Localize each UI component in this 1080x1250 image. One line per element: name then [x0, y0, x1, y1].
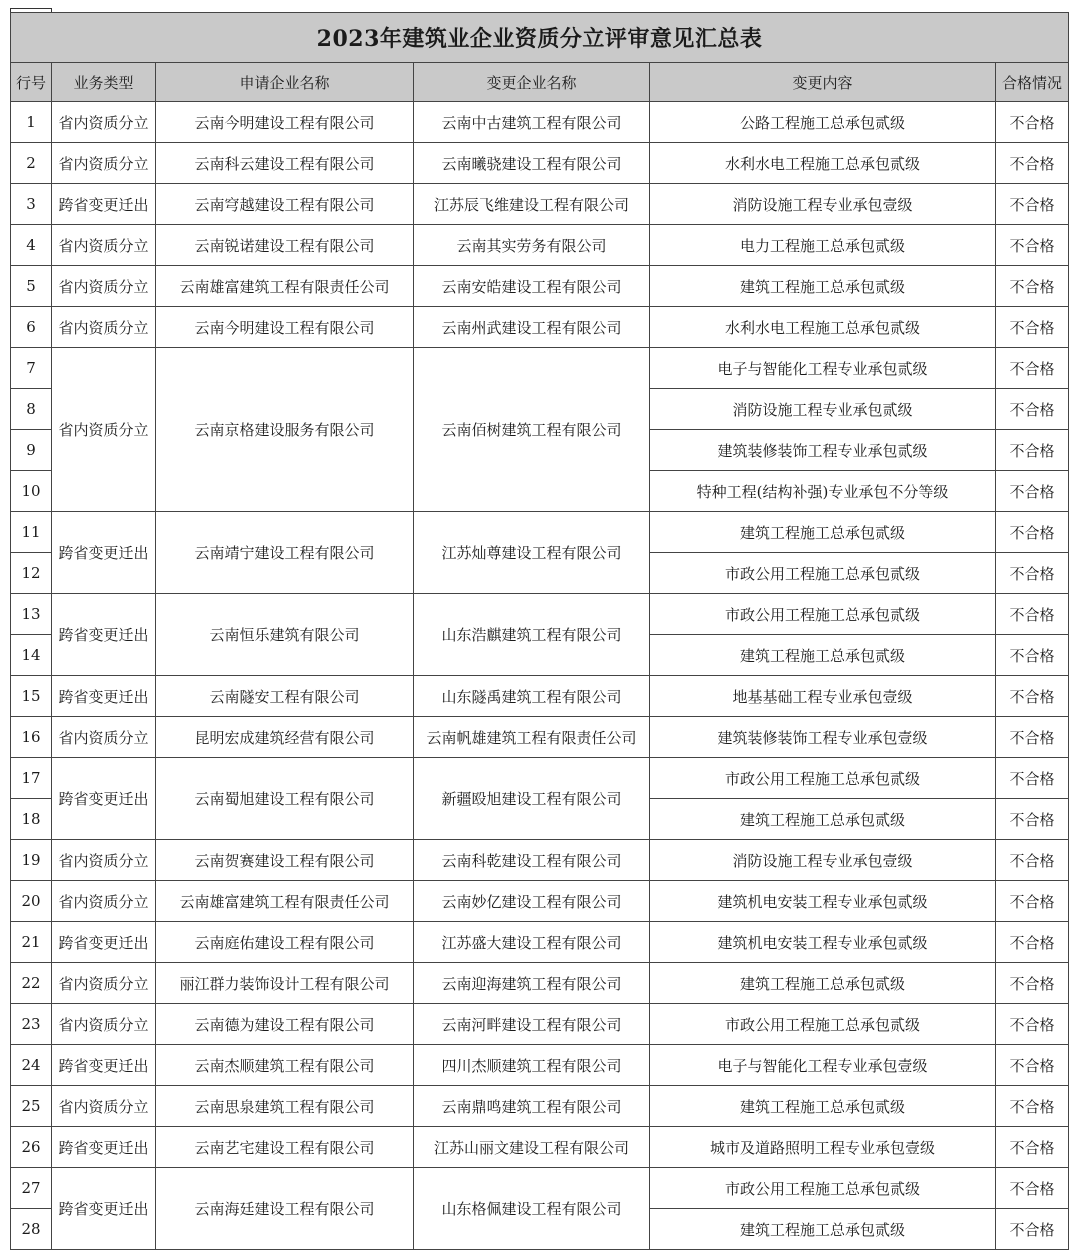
row-number-cell: 21: [11, 922, 52, 963]
row-number-cell: 9: [11, 430, 52, 471]
row-number-cell: 5: [11, 266, 52, 307]
summary-table: [10, 12, 1069, 1250]
new-company-name-cell: 山东浩麒建筑工程有限公司: [414, 594, 650, 676]
result-cell: 不合格: [996, 840, 1069, 881]
change-content-cell: 建筑装修装饰工程专业承包贰级: [650, 430, 996, 471]
business-type-cell: 省内资质分立: [52, 1004, 156, 1045]
change-content-cell: 特种工程(结构补强)专业承包不分等级: [650, 471, 996, 512]
business-type-cell: 省内资质分立: [52, 963, 156, 1004]
new-company-name-cell: 云南迎海建筑工程有限公司: [414, 963, 650, 1004]
result-cell: 不合格: [996, 594, 1069, 635]
row-number-cell: 10: [11, 471, 52, 512]
result-cell: 不合格: [996, 1004, 1069, 1045]
row-number-cell: 27: [11, 1168, 52, 1209]
row-number-cell: 23: [11, 1004, 52, 1045]
applicant-name-cell: 云南今明建设工程有限公司: [156, 102, 414, 143]
row-number-cell: 19: [11, 840, 52, 881]
row-number-cell: 14: [11, 635, 52, 676]
change-content-cell: 城市及道路照明工程专业承包壹级: [650, 1127, 996, 1168]
table-row: [11, 963, 1069, 1004]
table-row: [11, 184, 1069, 225]
header-result: 合格情况: [996, 63, 1069, 102]
applicant-name-cell: 丽江群力装饰设计工程有限公司: [156, 963, 414, 1004]
new-company-name-cell: 云南佰树建筑工程有限公司: [414, 348, 650, 512]
change-content-cell: 建筑机电安装工程专业承包贰级: [650, 881, 996, 922]
applicant-name-cell: 云南庭佑建设工程有限公司: [156, 922, 414, 963]
result-cell: 不合格: [996, 1127, 1069, 1168]
table-body: [11, 102, 1069, 1250]
table-row: [11, 758, 1069, 799]
change-content-cell: 建筑工程施工总承包贰级: [650, 1086, 996, 1127]
table-row: [11, 594, 1069, 635]
new-company-name-cell: 云南中古建筑工程有限公司: [414, 102, 650, 143]
row-number-cell: 4: [11, 225, 52, 266]
applicant-name-cell: 云南科云建设工程有限公司: [156, 143, 414, 184]
business-type-cell: 省内资质分立: [52, 1086, 156, 1127]
change-content-cell: 电力工程施工总承包贰级: [650, 225, 996, 266]
change-content-cell: 消防设施工程专业承包壹级: [650, 840, 996, 881]
table-row: [11, 717, 1069, 758]
change-content-cell: 市政公用工程施工总承包贰级: [650, 553, 996, 594]
business-type-cell: 省内资质分立: [52, 307, 156, 348]
new-company-name-cell: 云南科乾建设工程有限公司: [414, 840, 650, 881]
row-number-cell: 24: [11, 1045, 52, 1086]
result-cell: 不合格: [996, 1168, 1069, 1209]
new-company-name-cell: 江苏灿尊建设工程有限公司: [414, 512, 650, 594]
applicant-name-cell: 云南思泉建筑工程有限公司: [156, 1086, 414, 1127]
row-number-cell: 15: [11, 676, 52, 717]
result-cell: 不合格: [996, 717, 1069, 758]
row-number-cell: 28: [11, 1209, 52, 1250]
new-company-name-cell: 云南河畔建设工程有限公司: [414, 1004, 650, 1045]
business-type-cell: 省内资质分立: [52, 102, 156, 143]
new-company-name-cell: 新疆殴旭建设工程有限公司: [414, 758, 650, 840]
applicant-name-cell: 云南靖宁建设工程有限公司: [156, 512, 414, 594]
result-cell: 不合格: [996, 184, 1069, 225]
business-type-cell: 跨省变更迁出: [52, 1127, 156, 1168]
applicant-name-cell: 云南艺宅建设工程有限公司: [156, 1127, 414, 1168]
result-cell: 不合格: [996, 635, 1069, 676]
table-row: [11, 1045, 1069, 1086]
business-type-cell: 省内资质分立: [52, 881, 156, 922]
result-cell: 不合格: [996, 1086, 1069, 1127]
row-number-cell: 6: [11, 307, 52, 348]
change-content-cell: 消防设施工程专业承包壹级: [650, 184, 996, 225]
business-type-cell: 跨省变更迁出: [52, 1045, 156, 1086]
result-cell: 不合格: [996, 881, 1069, 922]
table-row: [11, 512, 1069, 553]
result-cell: 不合格: [996, 307, 1069, 348]
row-number-cell: 18: [11, 799, 52, 840]
header-new-company-name: 变更企业名称: [414, 63, 650, 102]
row-number-cell: 16: [11, 717, 52, 758]
result-cell: 不合格: [996, 1209, 1069, 1250]
row-number-cell: 12: [11, 553, 52, 594]
table-row: [11, 881, 1069, 922]
result-cell: 不合格: [996, 1045, 1069, 1086]
change-content-cell: 市政公用工程施工总承包贰级: [650, 758, 996, 799]
result-cell: 不合格: [996, 963, 1069, 1004]
row-number-cell: 26: [11, 1127, 52, 1168]
new-company-name-cell: 云南妙亿建设工程有限公司: [414, 881, 650, 922]
new-company-name-cell: 云南其实劳务有限公司: [414, 225, 650, 266]
business-type-cell: 跨省变更迁出: [52, 184, 156, 225]
table-row: [11, 266, 1069, 307]
applicant-name-cell: 云南恒乐建筑有限公司: [156, 594, 414, 676]
table-row: [11, 922, 1069, 963]
table-row: [11, 307, 1069, 348]
result-cell: 不合格: [996, 225, 1069, 266]
change-content-cell: 建筑机电安装工程专业承包贰级: [650, 922, 996, 963]
change-content-cell: 建筑工程施工总承包贰级: [650, 512, 996, 553]
applicant-name-cell: 云南雄富建筑工程有限责任公司: [156, 266, 414, 307]
header-applicant-name: 申请企业名称: [156, 63, 414, 102]
change-content-cell: 消防设施工程专业承包贰级: [650, 389, 996, 430]
applicant-name-cell: 云南穹越建设工程有限公司: [156, 184, 414, 225]
table-row: [11, 1086, 1069, 1127]
table-title: 2023年建筑业企业资质分立评审意见汇总表: [11, 13, 1069, 63]
change-content-cell: 水利水电工程施工总承包贰级: [650, 143, 996, 184]
table-row: [11, 348, 1069, 389]
applicant-name-cell: 云南锐诺建设工程有限公司: [156, 225, 414, 266]
new-company-name-cell: 江苏盛大建设工程有限公司: [414, 922, 650, 963]
row-number-cell: 13: [11, 594, 52, 635]
row-number-cell: 1: [11, 102, 52, 143]
applicant-name-cell: 昆明宏成建筑经营有限公司: [156, 717, 414, 758]
row-number-cell: 7: [11, 348, 52, 389]
header-row-number: 行号: [11, 63, 52, 102]
applicant-name-cell: 云南今明建设工程有限公司: [156, 307, 414, 348]
applicant-name-cell: 云南德为建设工程有限公司: [156, 1004, 414, 1045]
change-content-cell: 建筑工程施工总承包贰级: [650, 1209, 996, 1250]
table-row: [11, 1127, 1069, 1168]
table-row: [11, 1168, 1069, 1209]
business-type-cell: 跨省变更迁出: [52, 594, 156, 676]
change-content-cell: 建筑工程施工总承包贰级: [650, 799, 996, 840]
change-content-cell: 电子与智能化工程专业承包壹级: [650, 1045, 996, 1086]
result-cell: 不合格: [996, 922, 1069, 963]
applicant-name-cell: 云南隧安工程有限公司: [156, 676, 414, 717]
business-type-cell: 跨省变更迁出: [52, 676, 156, 717]
applicant-name-cell: 云南雄富建筑工程有限责任公司: [156, 881, 414, 922]
change-content-cell: 建筑装修装饰工程专业承包壹级: [650, 717, 996, 758]
table-row: [11, 102, 1069, 143]
change-content-cell: 公路工程施工总承包贰级: [650, 102, 996, 143]
result-cell: 不合格: [996, 471, 1069, 512]
change-content-cell: 建筑工程施工总承包贰级: [650, 635, 996, 676]
business-type-cell: 跨省变更迁出: [52, 1168, 156, 1250]
table-row: [11, 1004, 1069, 1045]
header-row: [11, 63, 1069, 102]
row-number-cell: 20: [11, 881, 52, 922]
change-content-cell: 市政公用工程施工总承包贰级: [650, 1004, 996, 1045]
result-cell: 不合格: [996, 102, 1069, 143]
business-type-cell: 跨省变更迁出: [52, 758, 156, 840]
row-number-cell: 25: [11, 1086, 52, 1127]
business-type-cell: 跨省变更迁出: [52, 922, 156, 963]
result-cell: 不合格: [996, 676, 1069, 717]
result-cell: 不合格: [996, 758, 1069, 799]
result-cell: 不合格: [996, 348, 1069, 389]
row-number-cell: 3: [11, 184, 52, 225]
new-company-name-cell: 云南州武建设工程有限公司: [414, 307, 650, 348]
row-number-cell: 11: [11, 512, 52, 553]
applicant-name-cell: 云南京格建设服务有限公司: [156, 348, 414, 512]
business-type-cell: 省内资质分立: [52, 348, 156, 512]
new-company-name-cell: 江苏辰飞维建设工程有限公司: [414, 184, 650, 225]
header-business-type: 业务类型: [52, 63, 156, 102]
change-content-cell: 地基基础工程专业承包壹级: [650, 676, 996, 717]
change-content-cell: 电子与智能化工程专业承包贰级: [650, 348, 996, 389]
applicant-name-cell: 云南蜀旭建设工程有限公司: [156, 758, 414, 840]
row-number-cell: 2: [11, 143, 52, 184]
new-company-name-cell: 云南曦骁建设工程有限公司: [414, 143, 650, 184]
result-cell: 不合格: [996, 143, 1069, 184]
change-content-cell: 市政公用工程施工总承包贰级: [650, 594, 996, 635]
change-content-cell: 水利水电工程施工总承包贰级: [650, 307, 996, 348]
new-company-name-cell: 江苏山丽文建设工程有限公司: [414, 1127, 650, 1168]
new-company-name-cell: 山东格佩建设工程有限公司: [414, 1168, 650, 1250]
new-company-name-cell: 山东隧禹建筑工程有限公司: [414, 676, 650, 717]
business-type-cell: 跨省变更迁出: [52, 512, 156, 594]
applicant-name-cell: 云南贺赛建设工程有限公司: [156, 840, 414, 881]
business-type-cell: 省内资质分立: [52, 143, 156, 184]
applicant-name-cell: 云南海廷建设工程有限公司: [156, 1168, 414, 1250]
change-content-cell: 建筑工程施工总承包贰级: [650, 266, 996, 307]
table-row: [11, 840, 1069, 881]
new-company-name-cell: 四川杰顺建筑工程有限公司: [414, 1045, 650, 1086]
change-content-cell: 建筑工程施工总承包贰级: [650, 963, 996, 1004]
row-number-cell: 22: [11, 963, 52, 1004]
row-number-cell: 17: [11, 758, 52, 799]
new-company-name-cell: 云南安皓建设工程有限公司: [414, 266, 650, 307]
table-row: [11, 676, 1069, 717]
business-type-cell: 省内资质分立: [52, 225, 156, 266]
business-type-cell: 省内资质分立: [52, 266, 156, 307]
result-cell: 不合格: [996, 430, 1069, 471]
new-company-name-cell: 云南帆雄建筑工程有限责任公司: [414, 717, 650, 758]
result-cell: 不合格: [996, 266, 1069, 307]
result-cell: 不合格: [996, 799, 1069, 840]
table-row: [11, 225, 1069, 266]
change-content-cell: 市政公用工程施工总承包贰级: [650, 1168, 996, 1209]
row-number-cell: 8: [11, 389, 52, 430]
business-type-cell: 省内资质分立: [52, 717, 156, 758]
result-cell: 不合格: [996, 553, 1069, 594]
business-type-cell: 省内资质分立: [52, 840, 156, 881]
applicant-name-cell: 云南杰顺建筑工程有限公司: [156, 1045, 414, 1086]
new-company-name-cell: 云南鼎鸣建筑工程有限公司: [414, 1086, 650, 1127]
header-change-content: 变更内容: [650, 63, 996, 102]
result-cell: 不合格: [996, 389, 1069, 430]
table-row: [11, 143, 1069, 184]
result-cell: 不合格: [996, 512, 1069, 553]
